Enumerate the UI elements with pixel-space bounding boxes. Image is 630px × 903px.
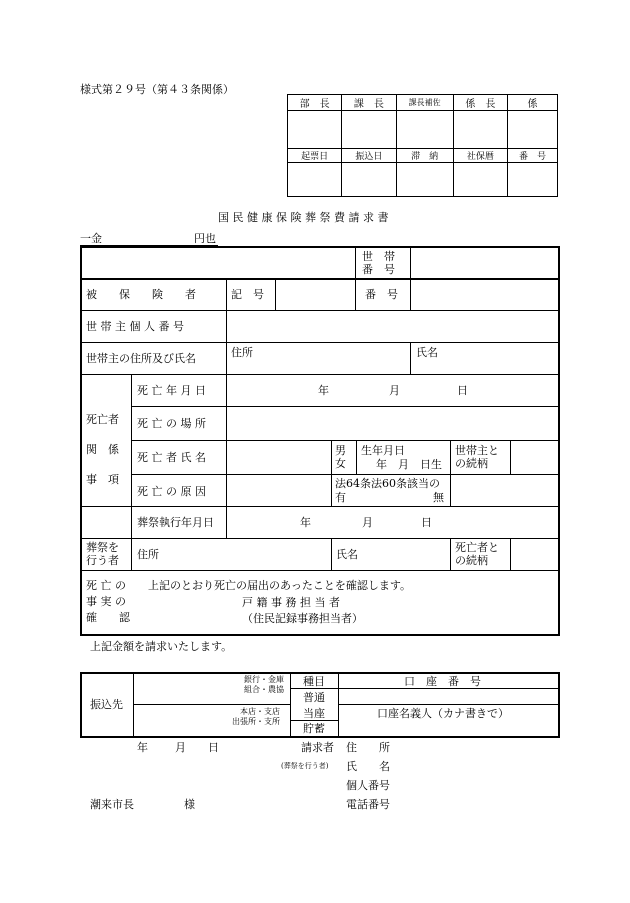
funeral-date-day: 日 bbox=[421, 516, 432, 529]
stamp-cell[interactable] bbox=[508, 111, 558, 149]
approval-head-8: 滞 納 bbox=[396, 149, 453, 163]
stamp-cell[interactable] bbox=[508, 163, 558, 197]
death-date-label: 死 亡 年 月 日 bbox=[137, 384, 206, 397]
approval-head-7: 振込日 bbox=[342, 149, 396, 163]
head-name-sublabel: 氏名 bbox=[416, 346, 438, 359]
law-yes[interactable]: 有 bbox=[335, 491, 346, 504]
footer-day: 日 bbox=[208, 741, 219, 754]
transfer-label: 振込先 bbox=[90, 698, 123, 711]
branch-types[interactable]: 本店・支店 出張所・支所 bbox=[232, 707, 280, 726]
form-number: 様式第２９号（第４３条関係） bbox=[80, 83, 234, 96]
kind-option-2[interactable]: 当座 bbox=[303, 707, 325, 720]
footer-month: 月 bbox=[175, 741, 186, 754]
birth-units: 年 月 日生 bbox=[376, 458, 442, 471]
household-number-label: 世 帯 番 号 bbox=[362, 250, 395, 276]
approval-stamp-table bbox=[287, 94, 558, 197]
confirm-label: 死 亡 の 事 実 の 確 認 bbox=[86, 579, 130, 624]
footer-year: 年 bbox=[137, 741, 148, 754]
stamp-cell[interactable] bbox=[396, 111, 453, 149]
law-no[interactable]: 無 bbox=[433, 491, 444, 504]
amount-suffix: 円也 bbox=[194, 232, 216, 245]
cause-label: 死 亡 の 原 因 bbox=[137, 485, 206, 498]
deceased-name-label: 死 亡 者 氏 名 bbox=[137, 451, 206, 464]
sama-label: 様 bbox=[184, 798, 195, 811]
stamp-cell[interactable] bbox=[342, 163, 396, 197]
requester-phone-label: 電話番号 bbox=[346, 798, 390, 811]
death-date-year: 年 bbox=[318, 384, 329, 397]
stamp-cell[interactable] bbox=[288, 163, 342, 197]
confirm-clerk: 戸 籍 事 務 担 当 者 bbox=[242, 596, 340, 609]
stamp-cell[interactable] bbox=[453, 111, 507, 149]
approval-head-1: 部 長 bbox=[288, 95, 342, 111]
actor-name-label: 氏名 bbox=[336, 548, 358, 561]
mayor-label: 潮来市長 bbox=[90, 798, 134, 811]
sex-label[interactable]: 男 女 bbox=[335, 444, 346, 470]
deceased-group-label-3: 事 項 bbox=[86, 473, 119, 486]
amount-prefix: 一金 bbox=[80, 232, 102, 245]
law-label: 法64条法60条該当の bbox=[335, 477, 440, 490]
approval-head-5: 係 bbox=[508, 95, 558, 111]
approval-head-3: 課長補佐 bbox=[396, 95, 453, 111]
kind-label: 種目 bbox=[303, 675, 325, 688]
requester-address-label: 住 所 bbox=[346, 741, 390, 754]
account-holder-field[interactable] bbox=[340, 722, 556, 734]
funeral-actor-label: 葬祭を 行う者 bbox=[86, 541, 119, 567]
head-id-field[interactable] bbox=[228, 312, 556, 342]
account-number-label: 口 座 番 号 bbox=[404, 675, 481, 688]
approval-head-6: 起票日 bbox=[288, 149, 342, 163]
approval-head-9: 社保暦 bbox=[453, 149, 507, 163]
approval-head-2: 課 長 bbox=[342, 95, 396, 111]
insured-label: 被 保 険 者 bbox=[86, 288, 196, 301]
request-text: 上記金額を請求いたします。 bbox=[90, 640, 233, 653]
head-address-label: 世帯主の住所及び氏名 bbox=[86, 352, 196, 365]
relation-head-label: 世帯主と の続柄 bbox=[455, 444, 499, 470]
household-number-field[interactable] bbox=[412, 248, 556, 278]
requester-name-label: 氏 名 bbox=[346, 760, 390, 773]
death-date-day: 日 bbox=[457, 384, 468, 397]
actor-address-label: 住所 bbox=[137, 548, 159, 561]
deceased-name-field[interactable] bbox=[228, 442, 330, 473]
account-holder-label: 口座名義人（カナ書きで） bbox=[377, 707, 509, 720]
stamp-cell[interactable] bbox=[396, 163, 453, 197]
requester-id-label: 個人番号 bbox=[346, 779, 390, 792]
approval-head-10: 番 号 bbox=[508, 149, 558, 163]
funeral-date-label: 葬祭執行年月日 bbox=[137, 516, 214, 529]
birth-label: 生年月日 bbox=[361, 444, 405, 457]
death-date-month: 月 bbox=[389, 384, 400, 397]
head-address-sublabel: 住所 bbox=[231, 346, 253, 359]
kind-option-1[interactable]: 普通 bbox=[303, 691, 325, 704]
form-title: 国 民 健 康 保 険 葬 祭 費 請 求 書 bbox=[218, 211, 389, 224]
confirm-clerk-2: （住民記録事務担当者） bbox=[242, 612, 363, 625]
death-place-label: 死 亡 の 場 所 bbox=[137, 417, 206, 430]
symbol-label: 記 号 bbox=[231, 288, 264, 301]
funeral-actor-note: (葬祭を行う者) bbox=[281, 762, 329, 770]
stamp-cell[interactable] bbox=[342, 111, 396, 149]
head-id-label: 世 帯 主 個 人 番 号 bbox=[86, 320, 184, 333]
cause-field[interactable] bbox=[228, 476, 330, 505]
head-address-field[interactable] bbox=[228, 358, 408, 374]
kind-option-3[interactable]: 貯蓄 bbox=[303, 722, 325, 735]
stamp-cell[interactable] bbox=[288, 111, 342, 149]
deceased-group-label-2: 関 係 bbox=[86, 443, 119, 456]
confirm-text: 上記のとおり死亡の届出のあったことを確認します。 bbox=[148, 579, 412, 592]
requester-label: 請求者 bbox=[301, 741, 334, 754]
stamp-cell[interactable] bbox=[453, 163, 507, 197]
head-name-field[interactable] bbox=[412, 358, 556, 374]
approval-head-4: 係 長 bbox=[453, 95, 507, 111]
insured-number-field[interactable] bbox=[412, 280, 556, 310]
deceased-group-label-1: 死亡者 bbox=[86, 413, 119, 426]
number-label: 番 号 bbox=[365, 288, 398, 301]
relation-deceased-label: 死亡者と の続柄 bbox=[455, 541, 499, 567]
account-number-field[interactable] bbox=[340, 690, 556, 703]
funeral-date-year: 年 bbox=[300, 516, 311, 529]
symbol-field[interactable] bbox=[277, 280, 354, 310]
bank-types[interactable]: 銀行・金庫 組合・農協 bbox=[244, 675, 284, 694]
death-place-field[interactable] bbox=[228, 408, 556, 439]
funeral-date-month: 月 bbox=[362, 516, 373, 529]
